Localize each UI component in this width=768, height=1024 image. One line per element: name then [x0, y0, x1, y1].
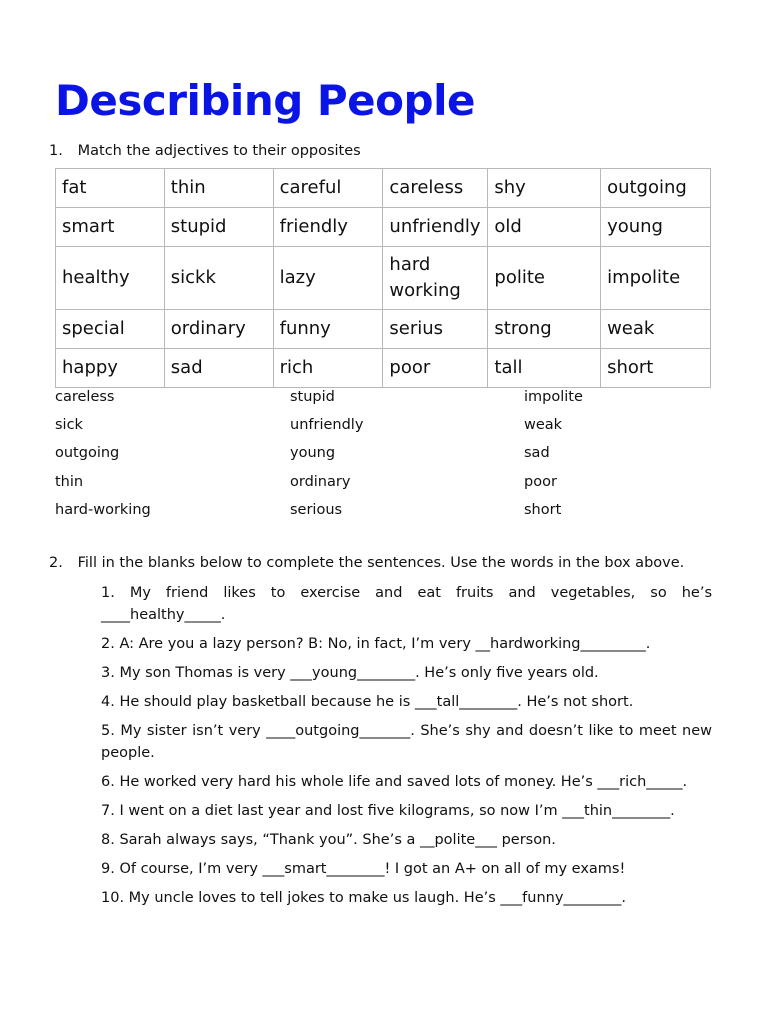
sentence-item: 3. My son Thomas is very ___young________. He’s only five years old. — [101, 665, 599, 681]
sentence-list — [101, 582, 712, 916]
answer-item: short — [524, 501, 562, 518]
answer-item: impolite — [524, 389, 583, 405]
table-cell: weak — [601, 310, 711, 349]
table-cell: thin — [164, 169, 273, 208]
answer-column-3 — [524, 386, 583, 527]
sentence-item: 1. My friend likes to exercise and eat fruits and vegetables, so he’s ____healthy_____. — [101, 585, 712, 623]
answer-column-1 — [55, 386, 151, 527]
table-cell: ordinary — [164, 310, 273, 349]
sentence-item: 2. A: Are you a lazy person? B: No, in fact, I’m very __hardworking_________. — [101, 636, 651, 652]
table-cell: old — [488, 208, 601, 247]
table-cell: friendly — [273, 208, 383, 247]
table-cell: funny — [273, 310, 383, 349]
answer-item: careless — [55, 389, 115, 405]
table-cell: short — [601, 349, 711, 388]
question-2-text: Fill in the blanks below to complete the sentences. Use the words in the box above. — [77, 555, 685, 571]
table-cell: special — [56, 310, 165, 349]
answer-item: sad — [524, 445, 550, 462]
question-2 — [49, 555, 684, 571]
answer-item: unfriendly — [290, 417, 364, 434]
table-cell: sad — [164, 349, 273, 388]
sentence-item: 4. He should play basketball because he is ___tall________. He’s not short. — [101, 694, 634, 710]
table-cell: outgoing — [601, 169, 711, 208]
question-1 — [49, 143, 361, 159]
table-row — [56, 349, 711, 388]
sentence-item: 10. My uncle loves to tell jokes to make us laugh. He’s ___funny________. — [101, 890, 627, 906]
table-cell: serius — [383, 310, 488, 349]
table-cell: shy — [488, 169, 601, 208]
answer-item: outgoing — [55, 445, 120, 462]
sentence-item: 9. Of course, I’m very ___smart________! I got an A+ on all of my exams! — [101, 861, 626, 877]
table-cell: fat — [56, 169, 165, 208]
answer-item: hard-working — [55, 501, 151, 518]
table-cell: rich — [273, 349, 383, 388]
sentence-item: 7. I went on a diet last year and lost five kilograms, so now I’m ___thin________. — [101, 803, 675, 819]
table-cell: tall — [488, 349, 601, 388]
sentence-item: 8. Sarah always says, “Thank you”. She’s a __polite___ person. — [101, 832, 556, 848]
table-row — [56, 247, 711, 310]
table-row — [56, 310, 711, 349]
question-1-text: Match the adjectives to their opposites — [77, 143, 361, 159]
answer-item: thin — [55, 473, 84, 490]
table-cell: smart — [56, 208, 165, 247]
table-cell: poor — [383, 349, 488, 388]
sentence-item: 5. My sister isn’t very ____outgoing_______. She’s shy and doesn’t like to meet new people. — [101, 723, 712, 761]
table-cell: stupid — [164, 208, 273, 247]
table-row — [56, 169, 711, 208]
table-cell: careful — [273, 169, 383, 208]
table-cell: sickk — [164, 247, 273, 310]
table-cell: careless — [383, 169, 488, 208]
table-cell: happy — [56, 349, 165, 388]
page-title: Describing People — [55, 76, 475, 125]
table-cell: polite — [488, 247, 601, 310]
answer-item: sick — [55, 417, 83, 434]
table-cell: impolite — [601, 247, 711, 310]
adjectives-table — [55, 168, 711, 388]
answer-item: young — [290, 445, 336, 462]
answer-item: stupid — [290, 389, 335, 405]
table-cell: unfriendly — [383, 208, 488, 247]
table-cell: hard working — [383, 247, 488, 310]
answer-item: poor — [524, 473, 557, 490]
sentence-item: 6. He worked very hard his whole life and saved lots of money. He’s ___rich_____. — [101, 774, 688, 790]
table-cell: healthy — [56, 247, 165, 310]
table-cell: lazy — [273, 247, 383, 310]
question-2-number: 2. — [49, 555, 63, 571]
question-1-number: 1. — [49, 143, 63, 159]
answer-item: serious — [290, 501, 343, 518]
table-cell: young — [601, 208, 711, 247]
table-row — [56, 208, 711, 247]
answer-item: ordinary — [290, 473, 351, 490]
table-cell: strong — [488, 310, 601, 349]
answer-item: weak — [524, 417, 563, 434]
answer-column-2 — [290, 386, 363, 527]
